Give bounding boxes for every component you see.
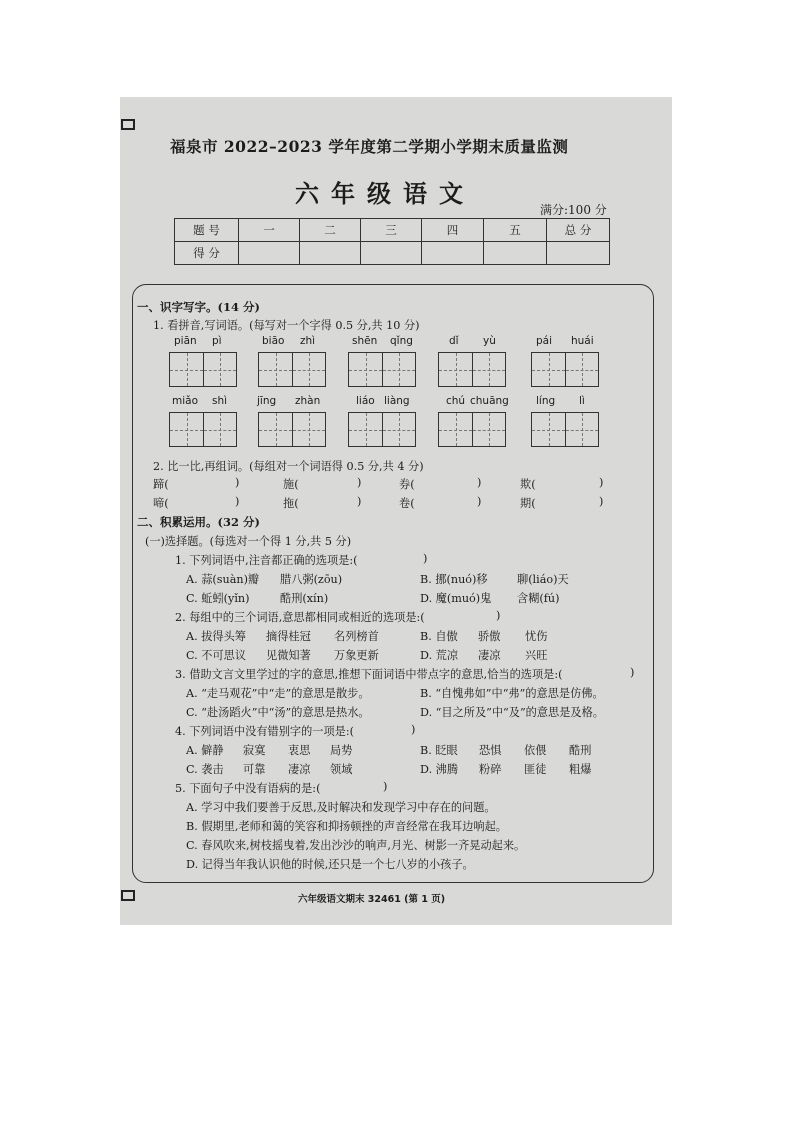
compare-item: 蹄( bbox=[153, 478, 169, 491]
compare-item: 拖( bbox=[283, 497, 299, 510]
option: 骄傲 bbox=[478, 630, 501, 643]
option: 酷刑(xín) bbox=[280, 592, 329, 605]
subject-title: 六年级语文 bbox=[295, 179, 475, 208]
compare-close: ) bbox=[357, 495, 362, 508]
registration-mark-bottom bbox=[121, 890, 135, 901]
pinyin: jīng bbox=[257, 395, 277, 407]
option: 腊八粥(zōu) bbox=[280, 573, 343, 586]
option: 忧伤 bbox=[525, 630, 548, 643]
option: A. 蒜(suàn)瓣 bbox=[186, 573, 260, 586]
exam-paper bbox=[120, 97, 672, 925]
option: 聊(liáo)天 bbox=[517, 573, 569, 586]
score-header-3: 三 bbox=[361, 219, 422, 242]
option: 酷刑 bbox=[569, 744, 592, 757]
answer-paren-close: ) bbox=[423, 552, 428, 565]
option: B. 假期里,老师和蔼的笑容和抑扬顿挫的声音经常在我耳边响起。 bbox=[186, 820, 507, 833]
writing-grid[interactable] bbox=[531, 352, 599, 387]
option: 衷思 bbox=[288, 744, 311, 757]
compare-close: ) bbox=[357, 476, 362, 489]
compare-close: ) bbox=[235, 495, 240, 508]
pinyin: chuāng bbox=[470, 395, 509, 407]
pinyin: yù bbox=[483, 335, 496, 347]
score-cell[interactable] bbox=[300, 242, 361, 265]
answer-paren-close: ) bbox=[630, 666, 635, 679]
writing-grid[interactable] bbox=[531, 412, 599, 447]
option: B. “自愧弗如”中“弗”的意思是仿佛。 bbox=[420, 687, 604, 700]
option: B. 挪(nuó)移 bbox=[420, 573, 488, 586]
pinyin: pái bbox=[536, 335, 553, 347]
compare-close: ) bbox=[599, 476, 604, 489]
pinyin: shēn bbox=[352, 335, 378, 347]
compare-item: 啼( bbox=[153, 497, 169, 510]
option: A. 拔得头筹 bbox=[186, 630, 246, 643]
score-header-label: 题 号 bbox=[175, 219, 239, 242]
option: 领域 bbox=[330, 763, 353, 776]
pinyin: lì bbox=[579, 395, 585, 407]
option: 可靠 bbox=[243, 763, 266, 776]
option: B. 自傲 bbox=[420, 630, 458, 643]
question-3-stem: 3. 借助文言文里学过的字的意思,推想下面词语中带点字的意思,恰当的选项是:( bbox=[175, 668, 563, 681]
option: C. 蚯蚓(yǐn) bbox=[186, 592, 250, 605]
option: A. “走马观花”中“走”的意思是散步。 bbox=[186, 687, 370, 700]
compare-close: ) bbox=[235, 476, 240, 489]
section2-sub-title: (一)选择题。(每选对一个得 1 分,共 5 分) bbox=[145, 535, 352, 548]
option: 名列榜首 bbox=[334, 630, 379, 643]
writing-grid[interactable] bbox=[258, 352, 326, 387]
option: 粗爆 bbox=[569, 763, 592, 776]
option: 匪徒 bbox=[524, 763, 547, 776]
writing-grid[interactable] bbox=[438, 412, 506, 447]
option: D. “目之所及”中“及”的意思是及格。 bbox=[420, 706, 604, 719]
question-2-stem: 2. 每组中的三个词语,意思都相同或相近的选项是:( bbox=[175, 611, 425, 624]
option: 依偎 bbox=[524, 744, 547, 757]
option: 粉碎 bbox=[479, 763, 502, 776]
writing-grid[interactable] bbox=[169, 412, 237, 447]
option: A. 学习中我们要善于反思,及时解决和发现学习中存在的问题。 bbox=[186, 801, 496, 814]
pinyin: miǎo bbox=[172, 395, 199, 407]
pinyin: líng bbox=[536, 395, 556, 407]
pinyin: qǐng bbox=[390, 335, 413, 347]
option: C. 袭击 bbox=[186, 763, 224, 776]
pinyin: liàng bbox=[384, 395, 410, 407]
page-footer: 六年级语文期末 32461 (第 1 页) bbox=[298, 894, 446, 905]
section2-title: 二、积累运用。(32 分) bbox=[137, 515, 260, 529]
pinyin: dǐ bbox=[449, 335, 459, 347]
score-cell[interactable] bbox=[239, 242, 300, 265]
pinyin: huái bbox=[571, 335, 594, 347]
pinyin: biāo bbox=[262, 335, 285, 347]
option: 含糊(fú) bbox=[517, 592, 560, 605]
option: 寂寞 bbox=[243, 744, 266, 757]
pinyin: zhàn bbox=[295, 395, 321, 407]
registration-mark-top bbox=[121, 119, 135, 130]
pinyin: shì bbox=[212, 395, 228, 407]
option: D. 荒凉 bbox=[420, 649, 459, 662]
exam-title: 福泉市 2022–2023 学年度第二学期小学期末质量监测 bbox=[170, 137, 569, 156]
option: C. “赴汤蹈火”中“汤”的意思是热水。 bbox=[186, 706, 370, 719]
answer-paren-close: ) bbox=[411, 723, 416, 736]
question-4-stem: 4. 下列词语中没有错别字的一项是:( bbox=[175, 725, 354, 738]
answer-paren-close: ) bbox=[496, 609, 501, 622]
writing-grid[interactable] bbox=[348, 352, 416, 387]
score-table bbox=[174, 218, 610, 265]
pinyin: chú bbox=[446, 395, 466, 407]
answer-paren-close: ) bbox=[383, 780, 388, 793]
option: 兴旺 bbox=[525, 649, 548, 662]
q2-instruction: 2. 比一比,再组词。(每组对一个词语得 0.5 分,共 4 分) bbox=[153, 460, 424, 473]
writing-grid[interactable] bbox=[169, 352, 237, 387]
q1-instruction: 1. 看拼音,写词语。(每写对一个字得 0.5 分,共 10 分) bbox=[153, 319, 420, 332]
score-header-4: 四 bbox=[422, 219, 484, 242]
writing-grid[interactable] bbox=[438, 352, 506, 387]
score-cell[interactable] bbox=[422, 242, 484, 265]
compare-close: ) bbox=[477, 476, 482, 489]
score-cell[interactable] bbox=[484, 242, 547, 265]
compare-item: 期( bbox=[520, 497, 536, 510]
score-header-total: 总 分 bbox=[547, 219, 610, 242]
score-cell[interactable] bbox=[361, 242, 422, 265]
option: 局势 bbox=[330, 744, 353, 757]
option: D. 魔(muó)鬼 bbox=[420, 592, 492, 605]
option: 凄凉 bbox=[478, 649, 501, 662]
compare-close: ) bbox=[477, 495, 482, 508]
score-row-label: 得 分 bbox=[175, 242, 239, 265]
score-cell[interactable] bbox=[547, 242, 610, 265]
compare-item: 卷( bbox=[399, 497, 415, 510]
section1-title: 一、识字写字。(14 分) bbox=[137, 300, 260, 314]
question-area bbox=[132, 284, 654, 883]
score-header-5: 五 bbox=[484, 219, 547, 242]
option: B. 眨眼 bbox=[420, 744, 458, 757]
pinyin: piān bbox=[174, 335, 197, 347]
pinyin: pì bbox=[212, 335, 222, 347]
compare-close: ) bbox=[599, 495, 604, 508]
option: C. 春风吹来,树枝摇曳着,发出沙沙的响声,月光、树影一齐晃动起来。 bbox=[186, 839, 526, 852]
score-header-2: 二 bbox=[300, 219, 361, 242]
option: 恐惧 bbox=[479, 744, 502, 757]
option: 凄凉 bbox=[288, 763, 311, 776]
pinyin: zhì bbox=[300, 335, 316, 347]
option: 万象更新 bbox=[334, 649, 379, 662]
writing-grid[interactable] bbox=[258, 412, 326, 447]
compare-item: 券( bbox=[399, 478, 415, 491]
option: A. 僻静 bbox=[186, 744, 224, 757]
question-1-stem: 1. 下列词语中,注音都正确的选项是:( bbox=[175, 554, 358, 567]
option: 摘得桂冠 bbox=[266, 630, 311, 643]
full-score: 满分:100 分 bbox=[540, 203, 607, 217]
option: D. 记得当年我认识他的时候,还只是一个七八岁的小孩子。 bbox=[186, 858, 474, 871]
question-5-stem: 5. 下面句子中没有语病的是:( bbox=[175, 782, 321, 795]
option: C. 不可思议 bbox=[186, 649, 247, 662]
option: D. 沸腾 bbox=[420, 763, 459, 776]
option: 见微知著 bbox=[266, 649, 311, 662]
writing-grid[interactable] bbox=[348, 412, 416, 447]
score-header-1: 一 bbox=[239, 219, 300, 242]
compare-item: 欺( bbox=[520, 478, 536, 491]
compare-item: 施( bbox=[283, 478, 299, 491]
pinyin: liáo bbox=[356, 395, 375, 407]
